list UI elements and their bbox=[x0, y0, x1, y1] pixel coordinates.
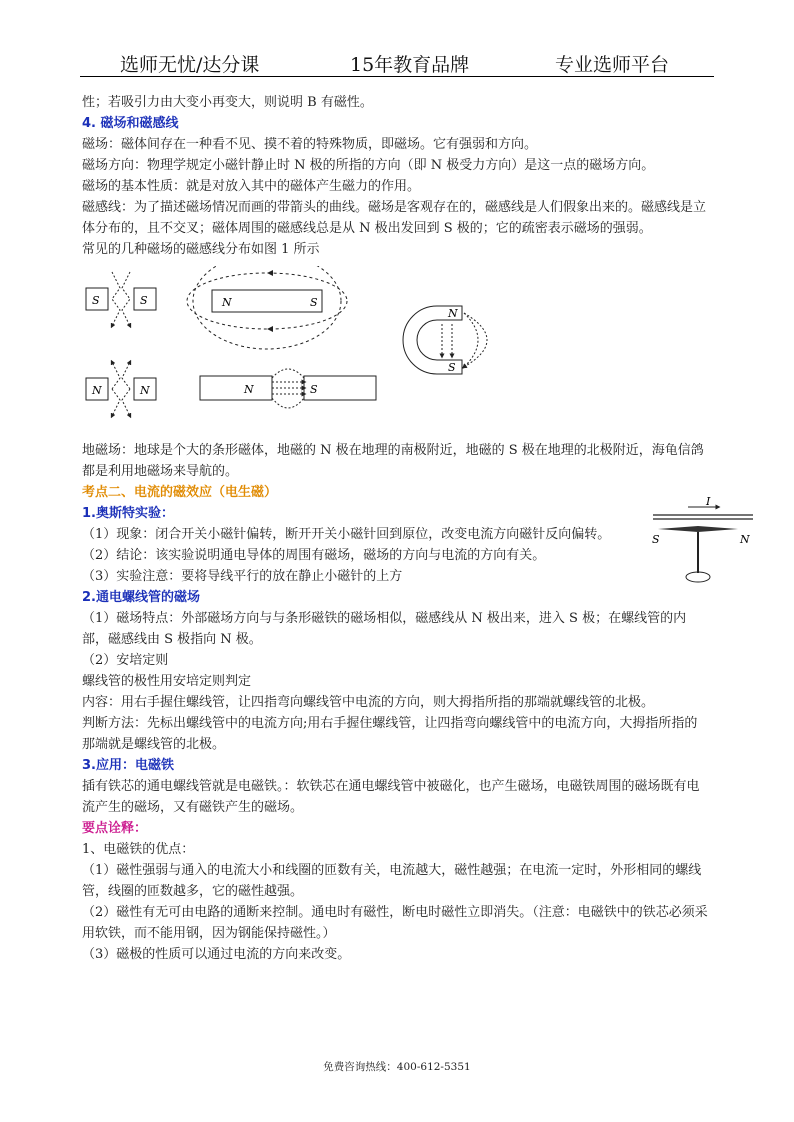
unlike-poles-diagram bbox=[200, 369, 376, 408]
svg-text:S: S bbox=[448, 361, 456, 374]
paragraph: 磁感线：为了描述磁场情况而画的带箭头的曲线。磁场是客观存在的，磁感线是人们假象出来的。磁感线是立体分布的，且不交叉；磁体周围的磁感线总是从 N 极出发回到 S 极的；它的疏密表示磁场的强弱。 bbox=[82, 200, 707, 236]
oersted-experiment-figure bbox=[648, 497, 758, 587]
svg-text:N: N bbox=[92, 384, 102, 397]
paragraph: （2）结论：该实验说明通电导体的周围有磁场，磁场的方向与电流的方向有关。 bbox=[82, 548, 546, 563]
oersted-section bbox=[82, 497, 750, 546]
footer-hotline: 免费咨询热线：400-612-5351 bbox=[323, 1061, 471, 1073]
section-heading: 考点二、电流的磁效应（电生磁） bbox=[82, 485, 278, 500]
paragraph: 地磁场：地球是个大的条形磁体，地磁的 N 极在地理的南极附近，地磁的 S 极在地理的北极附近，海龟信鸽都是利用地磁场来导航的。 bbox=[82, 443, 704, 479]
header-slogan: 15年教育品牌 bbox=[350, 54, 470, 76]
svg-text:S: S bbox=[652, 533, 660, 546]
header-brand: 选师无忧/达分课 bbox=[120, 54, 260, 76]
subsection-heading: 2.通电螺线管的磁场 bbox=[82, 590, 200, 605]
paragraph: 螺线管的极性用安培定则判定 bbox=[82, 674, 252, 689]
section-heading: 4. 磁场和磁感线 bbox=[82, 116, 179, 131]
paragraph: （1）现象：闭合开关小磁针偏转，断开开关小磁针回到原位，改变电流方向磁针反向偏转。 bbox=[82, 527, 611, 542]
paragraph: 性；若吸引力由大变小再变大，则说明 B 有磁性。 bbox=[82, 95, 373, 110]
svg-text:S: S bbox=[140, 294, 148, 307]
header-platform: 专业选师平台 bbox=[555, 54, 670, 76]
paragraph: 磁场方向：物理学规定小磁针静止时 N 极的所指的方向（即 N 极受力方向）是这一点的磁场方向。 bbox=[82, 158, 655, 173]
paragraph: 磁场：磁体间存在一种看不见、摸不着的特殊物质，即磁场。它有强弱和方向。 bbox=[82, 137, 538, 152]
bar-magnet-diagram bbox=[187, 266, 347, 349]
subsection-heading: 1.奥斯特实验： bbox=[82, 506, 174, 521]
paragraph: （1）磁性强弱与通入的电流大小和线圈的匝数有关，电流越大，磁性越强；在电流一定时，外形相同的螺线管，线圈的匝数越多，它的磁性越强。 bbox=[82, 863, 702, 899]
document-body bbox=[82, 92, 750, 965]
paragraph: 内容：用右手握住螺线管，让四指弯向螺线管中电流的方向，则大拇指所指的那端就螺线管的北极。 bbox=[82, 695, 655, 710]
paragraph: 判断方法：先标出螺线管中的电流方向;用右手握住螺线管，让四指弯向螺线管中的电流方向，大拇指所指的那端就是螺线管的北极。 bbox=[82, 716, 698, 752]
svg-text:N: N bbox=[448, 307, 458, 320]
like-poles-s-diagram bbox=[86, 272, 156, 326]
paragraph: （3）磁极的性质可以通过电流的方向来改变。 bbox=[82, 947, 351, 962]
paragraph: （3）实验注意：要将导线平行的放在静止小磁针的上方 bbox=[82, 569, 403, 584]
magnetic-field-lines-figure bbox=[82, 266, 522, 436]
svg-text:S: S bbox=[310, 383, 318, 396]
svg-text:S: S bbox=[92, 294, 100, 307]
paragraph: 1、电磁铁的优点： bbox=[82, 842, 195, 857]
horseshoe-magnet-diagram bbox=[403, 306, 487, 374]
paragraph: 磁场的基本性质：就是对放入其中的磁体产生磁力的作用。 bbox=[82, 179, 421, 194]
svg-text:S: S bbox=[310, 296, 318, 309]
svg-text:N: N bbox=[140, 384, 150, 397]
key-points-heading: 要点诠释： bbox=[82, 821, 148, 836]
svg-text:N: N bbox=[244, 383, 254, 396]
like-poles-n-diagram bbox=[86, 362, 156, 416]
svg-text:N: N bbox=[740, 533, 750, 546]
paragraph: （2）安培定则 bbox=[82, 653, 169, 668]
svg-text:N: N bbox=[222, 296, 232, 309]
svg-text:I: I bbox=[706, 497, 711, 508]
page-header bbox=[80, 46, 714, 77]
subsection-heading: 3.应用：电磁铁 bbox=[82, 758, 174, 773]
paragraph: （1）磁场特点：外部磁场方向与与条形磁铁的磁场相似，磁感线从 N 极出来，进入 S 极；在螺线管的内部，磁感线由 S 极指向 N 极。 bbox=[82, 611, 687, 647]
paragraph: 常见的几种磁场的磁感线分布如图 1 所示 bbox=[82, 242, 320, 257]
paragraph: （2）磁性有无可由电路的通断来控制。通电时有磁性，断电时磁性立即消失。（注意：电磁铁中的铁芯必须采用软铁，而不能用钢，因为钢能保持磁性。） bbox=[82, 905, 708, 941]
paragraph: 插有铁芯的通电螺线管就是电磁铁。：软铁芯在通电螺线管中被磁化，也产生磁场，电磁铁周围的磁场既有电流产生的磁场，又有磁铁产生的磁场。 bbox=[82, 779, 700, 815]
